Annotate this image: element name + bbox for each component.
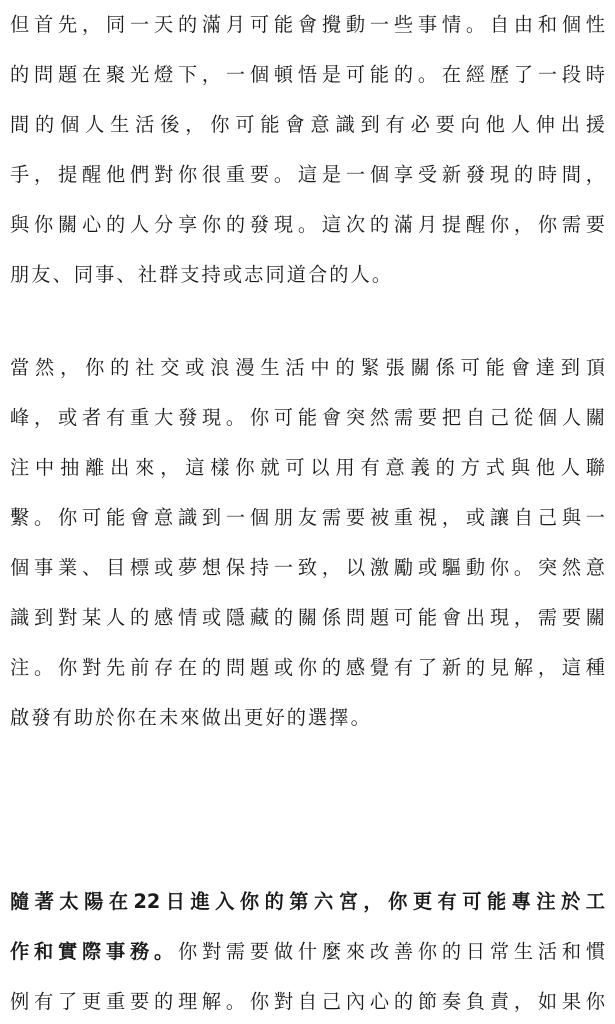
text-line bbox=[10, 880, 605, 924]
bold-lead-text: 隨著太陽在22日進入你的第六宮，你更有可能專注於工 bbox=[10, 890, 605, 913]
text-line bbox=[10, 980, 605, 1024]
text-line: 當然，你的社交或浪漫生活中的緊張關係可能會達到頂 bbox=[10, 356, 605, 379]
text-line: 間的個人生活後，你可能會意識到有必要向他人伸出援 bbox=[10, 113, 605, 136]
text-line: 手，提醒他們對你很重要。這是一個享受新發現的時間， bbox=[10, 163, 605, 186]
text-line: 但首先，同一天的滿月可能會攪動一些事情。自由和個性 bbox=[10, 13, 605, 36]
bold-lead-text: 作和實際事務。 bbox=[10, 940, 178, 963]
text-line: 啟發有助於你在未來做出更好的選擇。 bbox=[10, 706, 372, 729]
text-line: 識到對某人的感情或隱藏的關係問題可能會出現，需要關 bbox=[10, 606, 605, 629]
text-line: 與你關心的人分享你的發現。這次的滿月提醒你，你需要 bbox=[10, 213, 605, 236]
text-line: 繫。你可能會意識到一個朋友需要被重視，或讓自己與一 bbox=[10, 506, 605, 529]
text-line: 個事業、目標或夢想保持一致，以激勵或驅動你。突然意 bbox=[10, 556, 605, 579]
text-line: 注。你對先前存在的問題或你的感覺有了新的見解，這種 bbox=[10, 656, 605, 679]
text-line: 峰，或者有重大發現。你可能會突然需要把自己從個人關 bbox=[10, 406, 605, 429]
regular-text: 你對需要做什麼來改善你的日常生活和慣 bbox=[177, 940, 606, 963]
regular-text: 例有了更重要的理解。你對自己內心的節奏負責，如果你 bbox=[10, 990, 605, 1013]
text-line: 的問題在聚光燈下，一個頓悟是可能的。在經歷了一段時 bbox=[10, 63, 605, 86]
text-line: 朋友、同事、社群支持或志同道合的人。 bbox=[10, 263, 394, 286]
text-line bbox=[10, 930, 605, 974]
text-line: 注中抽離出來，這樣你就可以用有意義的方式與他人聯 bbox=[10, 456, 605, 479]
